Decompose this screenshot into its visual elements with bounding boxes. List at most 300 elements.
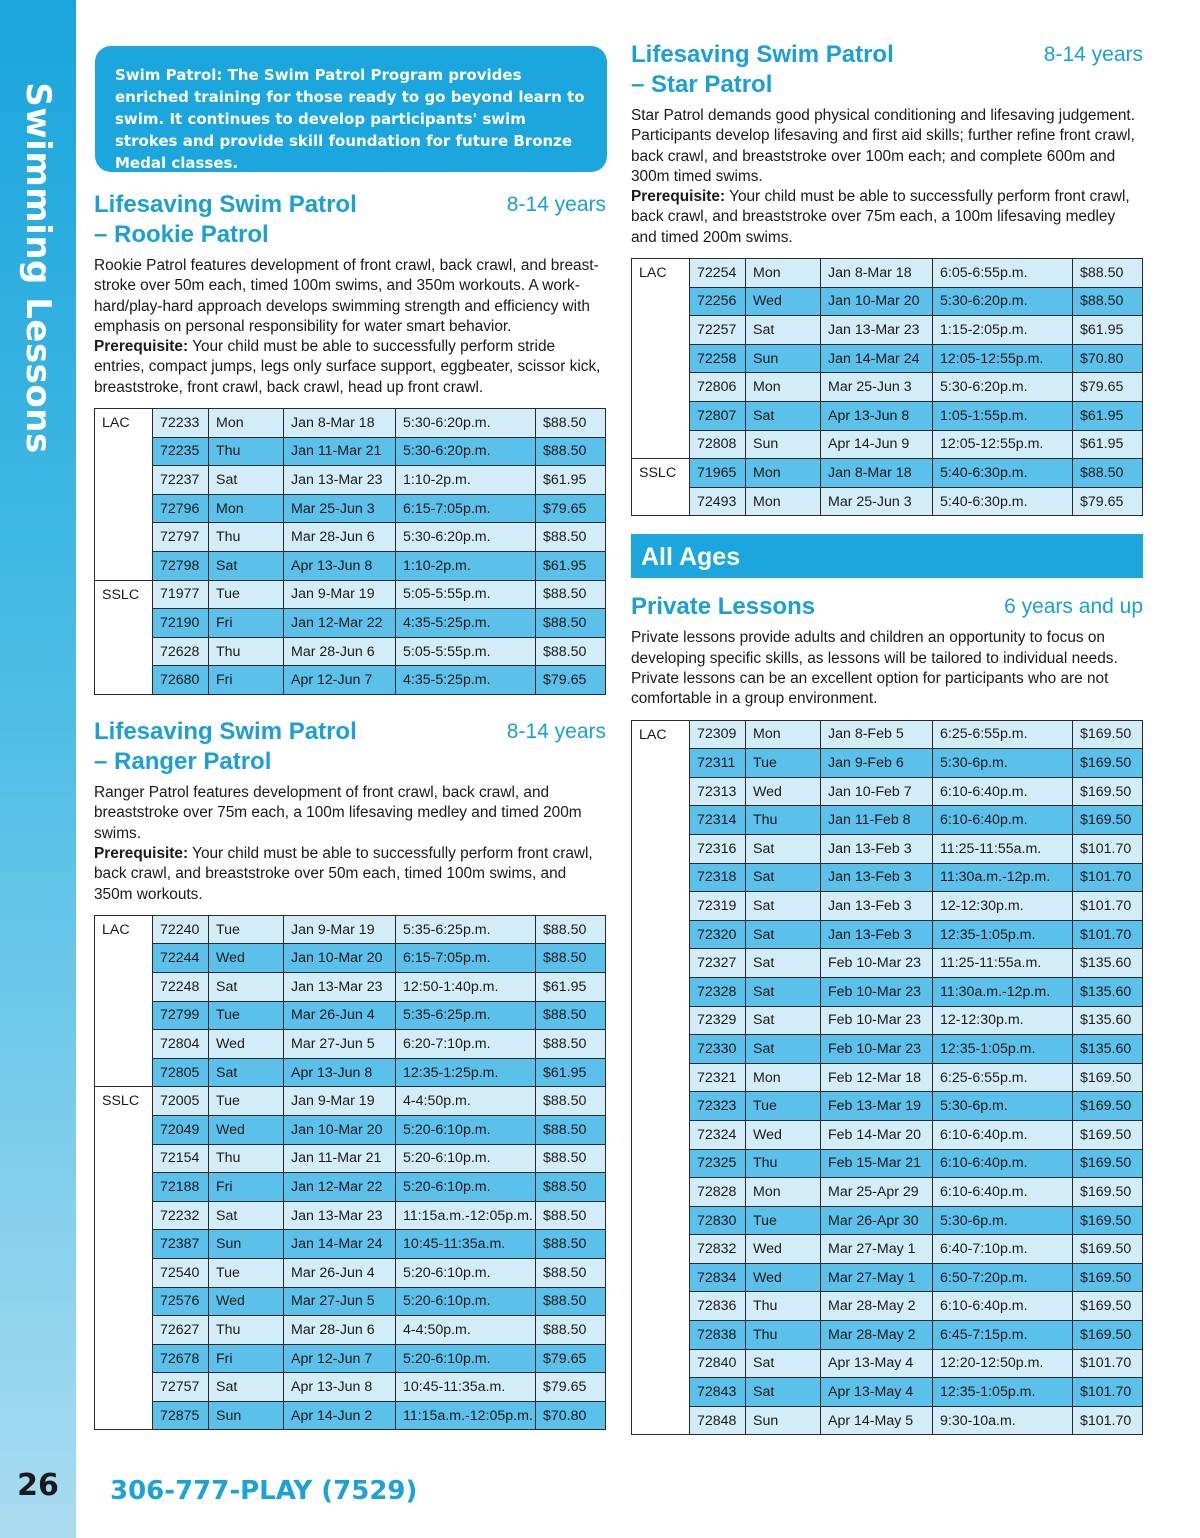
spacer: [631, 516, 1143, 534]
day-cell: Thu: [209, 1316, 284, 1345]
dates-cell: Jan 9-Mar 19: [284, 1087, 396, 1116]
dates-cell: Jan 11-Feb 8: [821, 806, 933, 835]
schedule-row: [632, 977, 1143, 1006]
dates-cell: Feb 10-Mar 23: [821, 949, 933, 978]
course-code-cell: 72808: [690, 430, 746, 459]
price-cell: $101.70: [1073, 920, 1143, 949]
schedule-row: [632, 1321, 1143, 1350]
price-cell: $61.95: [1073, 430, 1143, 459]
dates-cell: Jan 13-Mar 23: [284, 466, 396, 495]
course-code-cell: 72848: [690, 1406, 746, 1435]
price-cell: $88.50: [536, 1287, 606, 1316]
price-cell: $169.50: [1073, 1206, 1143, 1235]
star-description-text: Star Patrol demands good physical conditioning and lifesaving judgement. Participants develop lifesaving and first aid skills; further refine front crawl, back crawl, and breaststroke over 100m each; and complete 600m and 300m timed swims.: [631, 107, 1135, 185]
dates-cell: Jan 13-Feb 3: [821, 863, 933, 892]
course-code-cell: 72628: [153, 637, 209, 666]
price-cell: $88.50: [1073, 459, 1143, 488]
schedule-row: [632, 287, 1143, 316]
schedule-row: [632, 1149, 1143, 1178]
ranger-prereq-text: Your child must be able to successfully perform front crawl, back crawl, and breaststroke over 50m each, timed 100m swims, and 350m workouts.: [94, 844, 593, 903]
dates-cell: Jan 12-Mar 22: [284, 609, 396, 638]
dates-cell: Mar 25-Jun 3: [284, 494, 396, 523]
dates-cell: Jan 10-Feb 7: [821, 777, 933, 806]
course-code-cell: 72797: [153, 523, 209, 552]
dates-cell: Mar 26-Jun 4: [284, 1001, 396, 1030]
price-cell: $88.50: [536, 1201, 606, 1230]
course-code-cell: 72254: [690, 259, 746, 288]
price-cell: $88.50: [536, 1316, 606, 1345]
course-code-cell: 72799: [153, 1001, 209, 1030]
price-cell: $169.50: [1073, 1263, 1143, 1292]
price-cell: $88.50: [536, 637, 606, 666]
schedule-row: [632, 373, 1143, 402]
dates-cell: Feb 14-Mar 20: [821, 1120, 933, 1149]
time-cell: 6:25-6:55p.m.: [933, 1063, 1073, 1092]
time-cell: 6:10-6:40p.m.: [933, 1120, 1073, 1149]
price-cell: $88.50: [536, 944, 606, 973]
course-code-cell: 72843: [690, 1378, 746, 1407]
schedule-row: [95, 1058, 606, 1087]
time-cell: 12:35-1:05p.m.: [933, 920, 1073, 949]
day-cell: Thu: [209, 637, 284, 666]
dates-cell: Apr 13-Jun 8: [284, 552, 396, 581]
day-cell: Tue: [209, 580, 284, 609]
star-title-line2: – Star Patrol: [631, 71, 773, 98]
time-cell: 5:20-6:10p.m.: [396, 1344, 536, 1373]
time-cell: 5:30-6:20p.m.: [396, 437, 536, 466]
day-cell: Mon: [746, 373, 821, 402]
dates-cell: Mar 27-May 1: [821, 1263, 933, 1292]
course-code-cell: 72318: [690, 863, 746, 892]
price-cell: $79.65: [536, 1373, 606, 1402]
schedule-row: [95, 580, 606, 609]
time-cell: 1:10-2p.m.: [396, 552, 536, 581]
schedule-row: [95, 666, 606, 695]
price-cell: $101.70: [1073, 892, 1143, 921]
day-cell: Wed: [746, 777, 821, 806]
time-cell: 11:25-11:55a.m.: [933, 949, 1073, 978]
time-cell: 5:20-6:10p.m.: [396, 1115, 536, 1144]
time-cell: 5:20-6:10p.m.: [396, 1144, 536, 1173]
day-cell: Sat: [746, 834, 821, 863]
course-code-cell: 72806: [690, 373, 746, 402]
schedule-row: [95, 1144, 606, 1173]
day-cell: Mon: [209, 409, 284, 438]
price-cell: $101.70: [1073, 834, 1143, 863]
price-cell: $61.95: [536, 552, 606, 581]
course-code-cell: 72807: [690, 402, 746, 431]
dates-cell: Feb 13-Mar 19: [821, 1092, 933, 1121]
course-code-cell: 72840: [690, 1349, 746, 1378]
day-cell: Sat: [209, 1201, 284, 1230]
course-code-cell: 71965: [690, 459, 746, 488]
private-schedule-table: [631, 720, 1143, 1436]
day-cell: Sat: [746, 949, 821, 978]
time-cell: 5:20-6:10p.m.: [396, 1173, 536, 1202]
ranger-title: [94, 717, 454, 777]
price-cell: $88.50: [536, 1001, 606, 1030]
dates-cell: Jan 9-Feb 6: [821, 749, 933, 778]
price-cell: $169.50: [1073, 749, 1143, 778]
course-code-cell: 72188: [153, 1173, 209, 1202]
course-code-cell: 72805: [153, 1058, 209, 1087]
course-code-cell: 72319: [690, 892, 746, 921]
course-code-cell: 72804: [153, 1030, 209, 1059]
day-cell: Mon: [746, 487, 821, 516]
price-cell: $61.95: [1073, 402, 1143, 431]
dates-cell: Mar 27-May 1: [821, 1235, 933, 1264]
price-cell: $79.65: [536, 1344, 606, 1373]
day-cell: Tue: [746, 749, 821, 778]
rookie-description: [94, 256, 606, 398]
day-cell: Sun: [746, 1406, 821, 1435]
schedule-row: [95, 1087, 606, 1116]
time-cell: 6:15-7:05p.m.: [396, 944, 536, 973]
price-cell: $169.50: [1073, 1321, 1143, 1350]
schedule-row: [632, 863, 1143, 892]
day-cell: Wed: [209, 1030, 284, 1059]
day-cell: Mon: [746, 720, 821, 749]
schedule-row: [95, 637, 606, 666]
time-cell: 6:25-6:55p.m.: [933, 720, 1073, 749]
time-cell: 12:05-12:55p.m.: [933, 344, 1073, 373]
time-cell: 5:30-6:20p.m.: [396, 523, 536, 552]
dates-cell: Apr 13-May 4: [821, 1378, 933, 1407]
day-cell: Wed: [746, 287, 821, 316]
dates-cell: Apr 12-Jun 7: [284, 1344, 396, 1373]
dates-cell: Jan 14-Mar 24: [284, 1230, 396, 1259]
dates-cell: Apr 13-Jun 8: [821, 402, 933, 431]
dates-cell: Mar 25-Apr 29: [821, 1178, 933, 1207]
schedule-row: [632, 459, 1143, 488]
schedule-row: [95, 1173, 606, 1202]
ranger-description-text: Ranger Patrol features development of front crawl, back crawl, and breaststroke over 75m each, a 100m lifesaving medley and timed 200m swims.: [94, 784, 582, 842]
dates-cell: Apr 14-May 5: [821, 1406, 933, 1435]
location-cell: SSLC: [95, 1087, 153, 1430]
schedule-row: [632, 1378, 1143, 1407]
day-cell: Fri: [209, 1344, 284, 1373]
dates-cell: Jan 8-Feb 5: [821, 720, 933, 749]
course-code-cell: 72678: [153, 1344, 209, 1373]
time-cell: 12-12:30p.m.: [933, 1006, 1073, 1035]
time-cell: 6:10-6:40p.m.: [933, 1178, 1073, 1207]
star-schedule-table: [631, 258, 1143, 516]
time-cell: 6:40-7:10p.m.: [933, 1235, 1073, 1264]
dates-cell: Apr 12-Jun 7: [284, 666, 396, 695]
schedule-row: [632, 777, 1143, 806]
price-cell: $88.50: [536, 609, 606, 638]
day-cell: Thu: [746, 1292, 821, 1321]
course-code-cell: 72323: [690, 1092, 746, 1121]
time-cell: 4-4:50p.m.: [396, 1087, 536, 1116]
course-code-cell: 72828: [690, 1178, 746, 1207]
dates-cell: Jan 11-Mar 21: [284, 437, 396, 466]
spacer: [631, 578, 1143, 592]
time-cell: 5:05-5:55p.m.: [396, 637, 536, 666]
price-cell: $88.50: [536, 1115, 606, 1144]
price-cell: $169.50: [1073, 806, 1143, 835]
time-cell: 11:15a.m.-12:05p.m.: [396, 1201, 536, 1230]
price-cell: $88.50: [536, 1258, 606, 1287]
ranger-title-line1: Lifesaving Swim Patrol: [94, 718, 357, 746]
day-cell: Tue: [209, 915, 284, 944]
time-cell: 6:15-7:05p.m.: [396, 494, 536, 523]
schedule-row: [95, 1373, 606, 1402]
schedule-row: [632, 430, 1143, 459]
rookie-title-line2: – Rookie Patrol: [94, 221, 269, 248]
time-cell: 5:35-6:25p.m.: [396, 915, 536, 944]
dates-cell: Mar 25-Jun 3: [821, 373, 933, 402]
schedule-row: [95, 1001, 606, 1030]
course-code-cell: 72834: [690, 1263, 746, 1292]
star-title: [631, 40, 991, 100]
day-cell: Mon: [209, 494, 284, 523]
price-cell: $169.50: [1073, 1092, 1143, 1121]
dates-cell: Jan 8-Mar 18: [284, 409, 396, 438]
time-cell: 6:45-7:15p.m.: [933, 1321, 1073, 1350]
schedule-row: [95, 494, 606, 523]
day-cell: Wed: [746, 1235, 821, 1264]
dates-cell: Jan 9-Mar 19: [284, 580, 396, 609]
time-cell: 5:20-6:10p.m.: [396, 1287, 536, 1316]
schedule-row: [632, 1206, 1143, 1235]
dates-cell: Mar 25-Jun 3: [821, 487, 933, 516]
time-cell: 5:40-6:30p.m.: [933, 459, 1073, 488]
day-cell: Thu: [209, 523, 284, 552]
day-cell: Mon: [746, 259, 821, 288]
schedule-row: [95, 1030, 606, 1059]
rookie-title-line1: Lifesaving Swim Patrol: [94, 191, 357, 218]
day-cell: Fri: [209, 609, 284, 638]
star-age: 8-14 years: [1043, 43, 1143, 66]
day-cell: Tue: [209, 1258, 284, 1287]
price-cell: $135.60: [1073, 949, 1143, 978]
price-cell: $70.80: [1073, 344, 1143, 373]
day-cell: Tue: [746, 1092, 821, 1121]
day-cell: Sat: [746, 316, 821, 345]
schedule-row: [632, 892, 1143, 921]
time-cell: 5:35-6:25p.m.: [396, 1001, 536, 1030]
course-code-cell: 72232: [153, 1201, 209, 1230]
course-code-cell: 72314: [690, 806, 746, 835]
course-code-cell: 72387: [153, 1230, 209, 1259]
time-cell: 5:30-6:20p.m.: [933, 287, 1073, 316]
time-cell: 10:45-11:35a.m.: [396, 1230, 536, 1259]
course-code-cell: 72240: [153, 915, 209, 944]
dates-cell: Jan 8-Mar 18: [821, 459, 933, 488]
intro-callout: [95, 46, 607, 172]
time-cell: 10:45-11:35a.m.: [396, 1373, 536, 1402]
price-cell: $79.65: [1073, 487, 1143, 516]
schedule-row: [632, 949, 1143, 978]
course-code-cell: 72309: [690, 720, 746, 749]
rookie-header: [94, 190, 606, 250]
day-cell: Wed: [746, 1120, 821, 1149]
schedule-row: [632, 1292, 1143, 1321]
schedule-row: [632, 720, 1143, 749]
time-cell: 12:05-12:55p.m.: [933, 430, 1073, 459]
dates-cell: Jan 10-Mar 20: [284, 944, 396, 973]
schedule-row: [95, 944, 606, 973]
day-cell: Sat: [746, 920, 821, 949]
schedule-row: [95, 437, 606, 466]
price-cell: $101.70: [1073, 1349, 1143, 1378]
day-cell: Sun: [746, 344, 821, 373]
price-cell: $88.50: [1073, 287, 1143, 316]
schedule-row: [95, 915, 606, 944]
schedule-row: [95, 552, 606, 581]
price-cell: $79.65: [536, 494, 606, 523]
schedule-row: [632, 920, 1143, 949]
time-cell: 6:10-6:40p.m.: [933, 806, 1073, 835]
schedule-row: [632, 1349, 1143, 1378]
course-code-cell: 72493: [690, 487, 746, 516]
schedule-row: [632, 806, 1143, 835]
schedule-row: [95, 409, 606, 438]
price-cell: $88.50: [536, 1030, 606, 1059]
time-cell: 6:10-6:40p.m.: [933, 1292, 1073, 1321]
course-code-cell: 72256: [690, 287, 746, 316]
course-code-cell: 72324: [690, 1120, 746, 1149]
time-cell: 1:10-2p.m.: [396, 466, 536, 495]
day-cell: Sat: [209, 972, 284, 1001]
schedule-row: [632, 834, 1143, 863]
course-code-cell: 72237: [153, 466, 209, 495]
day-cell: Sat: [746, 1006, 821, 1035]
schedule-row: [632, 402, 1143, 431]
schedule-row: [632, 487, 1143, 516]
day-cell: Fri: [209, 666, 284, 695]
star-prereq-text: Your child must be able to successfully perform front crawl, back crawl, and breaststroke over 75m each, a 100m lifesaving medley and timed 200m swims.: [631, 188, 1130, 246]
time-cell: 11:30a.m.-12p.m.: [933, 863, 1073, 892]
price-cell: $70.80: [536, 1401, 606, 1430]
schedule-row: [632, 1035, 1143, 1064]
price-cell: $169.50: [1073, 1178, 1143, 1207]
course-code-cell: 72235: [153, 437, 209, 466]
price-cell: $169.50: [1073, 1063, 1143, 1092]
location-cell: LAC: [632, 259, 690, 459]
schedule-row: [632, 344, 1143, 373]
sidebar: [0, 0, 76, 1538]
day-cell: Thu: [746, 1149, 821, 1178]
course-code-cell: 72233: [153, 409, 209, 438]
schedule-row: [632, 1406, 1143, 1435]
rookie-description-text: Rookie Patrol features development of front crawl, back crawl, and breast-stroke over 50m each, timed 100m swims, and 350m workouts. A work-hard/play-hard approach develops swimming strength and efficiency with emphasis on personal responsibility for water smart behavior.: [94, 257, 599, 335]
day-cell: Sun: [746, 430, 821, 459]
time-cell: 12-12:30p.m.: [933, 892, 1073, 921]
schedule-row: [95, 1344, 606, 1373]
day-cell: Wed: [209, 1287, 284, 1316]
dates-cell: Mar 27-Jun 5: [284, 1030, 396, 1059]
price-cell: $169.50: [1073, 777, 1143, 806]
course-code-cell: 72248: [153, 972, 209, 1001]
course-code-cell: 72005: [153, 1087, 209, 1116]
day-cell: Wed: [209, 1115, 284, 1144]
intro-text: Swim Patrol: The Swim Patrol Program provides enriched training for those ready to go beyond learn to swim. It continues to develop participants' swim strokes and provide skill foundation for future Bronze Medal classes.: [115, 66, 585, 172]
time-cell: 5:30-6:20p.m.: [933, 373, 1073, 402]
course-code-cell: 72328: [690, 977, 746, 1006]
course-code-cell: 72244: [153, 944, 209, 973]
price-cell: $135.60: [1073, 1035, 1143, 1064]
price-cell: $88.50: [536, 523, 606, 552]
time-cell: 6:20-7:10p.m.: [396, 1030, 536, 1059]
dates-cell: Jan 14-Mar 24: [821, 344, 933, 373]
day-cell: Sat: [746, 892, 821, 921]
location-cell: LAC: [632, 720, 690, 1435]
day-cell: Thu: [209, 437, 284, 466]
time-cell: 6:10-6:40p.m.: [933, 777, 1073, 806]
day-cell: Sun: [209, 1230, 284, 1259]
time-cell: 4-4:50p.m.: [396, 1316, 536, 1345]
course-code-cell: 72830: [690, 1206, 746, 1235]
price-cell: $79.65: [1073, 373, 1143, 402]
footer-phone: 306-777-PLAY (7529): [110, 1476, 418, 1506]
day-cell: Sat: [746, 1035, 821, 1064]
time-cell: 5:40-6:30p.m.: [933, 487, 1073, 516]
course-code-cell: 72190: [153, 609, 209, 638]
time-cell: 1:15-2:05p.m.: [933, 316, 1073, 345]
price-cell: $169.50: [1073, 1235, 1143, 1264]
day-cell: Mon: [746, 1063, 821, 1092]
schedule-row: [95, 609, 606, 638]
dates-cell: Feb 10-Mar 23: [821, 1035, 933, 1064]
private-age: 6 years and up: [1004, 595, 1143, 619]
day-cell: Tue: [746, 1206, 821, 1235]
day-cell: Thu: [209, 1144, 284, 1173]
schedule-row: [632, 1263, 1143, 1292]
price-cell: $79.65: [536, 666, 606, 695]
day-cell: Sat: [746, 1378, 821, 1407]
time-cell: 12:50-1:40p.m.: [396, 972, 536, 1001]
price-cell: $88.50: [536, 1087, 606, 1116]
left-column: [94, 190, 606, 1430]
time-cell: 1:05-1:55p.m.: [933, 402, 1073, 431]
price-cell: $88.50: [536, 1230, 606, 1259]
sidebar-title: Swimming Lessons: [18, 82, 58, 454]
price-cell: $88.50: [536, 409, 606, 438]
schedule-row: [95, 1401, 606, 1430]
course-code-cell: 72321: [690, 1063, 746, 1092]
dates-cell: Feb 12-Mar 18: [821, 1063, 933, 1092]
star-prereq-label: Prerequisite:: [631, 188, 726, 206]
price-cell: $88.50: [1073, 259, 1143, 288]
dates-cell: Jan 13-Feb 3: [821, 892, 933, 921]
schedule-row: [632, 1092, 1143, 1121]
time-cell: 5:30-6:20p.m.: [396, 409, 536, 438]
rookie-schedule-table: [94, 408, 606, 695]
rookie-age: 8-14 years: [506, 193, 606, 216]
star-description: [631, 106, 1143, 248]
day-cell: Sat: [746, 1349, 821, 1378]
private-title: Private Lessons: [631, 593, 816, 621]
course-code-cell: 72154: [153, 1144, 209, 1173]
dates-cell: Jan 10-Mar 20: [821, 287, 933, 316]
price-cell: $61.95: [536, 1058, 606, 1087]
course-code-cell: 72576: [153, 1287, 209, 1316]
price-cell: $101.70: [1073, 863, 1143, 892]
schedule-row: [95, 1258, 606, 1287]
location-cell: SSLC: [632, 459, 690, 516]
day-cell: Mon: [746, 1178, 821, 1207]
schedule-row: [632, 1006, 1143, 1035]
schedule-row: [95, 523, 606, 552]
rookie-title: [94, 190, 454, 250]
course-code-cell: 72325: [690, 1149, 746, 1178]
location-cell: SSLC: [95, 580, 153, 694]
schedule-row: [95, 1115, 606, 1144]
price-cell: $101.70: [1073, 1378, 1143, 1407]
all-ages-banner: All Ages: [631, 534, 1143, 578]
